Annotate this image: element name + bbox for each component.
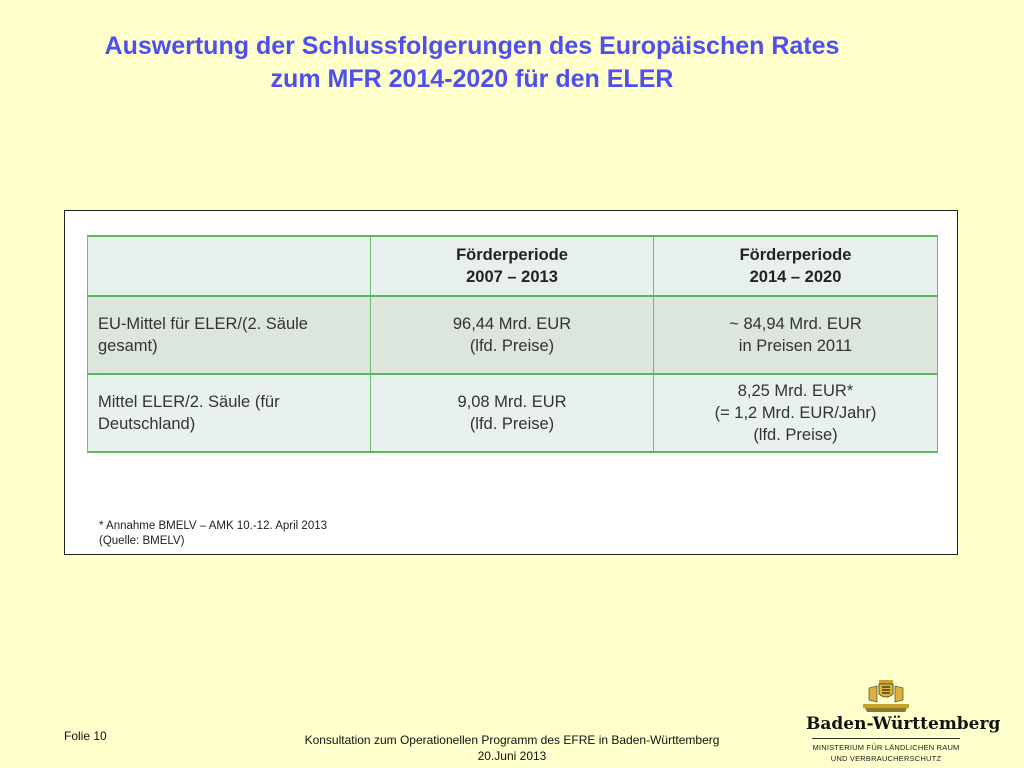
- row-label-line: EU-Mittel für ELER/(2. Säule: [98, 315, 308, 333]
- value-line: (= 1,2 Mrd. EUR/Jahr): [714, 404, 877, 422]
- value-2007-2013: [371, 374, 654, 452]
- ministry-line2: UND VERBRAUCHERSCHUTZ: [830, 754, 942, 763]
- baden-wuerttemberg-logo: [806, 678, 1001, 766]
- header-cell-2007-2013: [371, 236, 654, 296]
- logo-divider: [812, 738, 960, 739]
- value-2014-2020: [654, 296, 938, 374]
- footnote-line1: * Annahme BMELV – AMK 10.-12. April 2013: [99, 520, 328, 532]
- row-label-line: gesamt): [98, 337, 158, 355]
- table-footnote: [99, 519, 327, 549]
- row-label: [88, 374, 371, 452]
- slide-footer: [262, 732, 762, 764]
- value-2014-2020: [654, 374, 938, 452]
- table-row: [88, 374, 938, 452]
- footer-line2: 20.Juni 2013: [477, 749, 547, 763]
- value-line: (lfd. Preise): [753, 426, 838, 444]
- table-header-row: [88, 236, 938, 296]
- header-cell-empty: [88, 236, 371, 296]
- ministry-line1: MINISTERIUM FÜR LÄNDLICHEN RAUM: [812, 743, 960, 752]
- row-label-line: Mittel ELER/2. Säule (für: [98, 393, 280, 411]
- slide-title-line2: zum MFR 2014-2020 für den ELER: [270, 65, 674, 93]
- table-image-panel: [64, 210, 958, 555]
- row-label: [88, 296, 371, 374]
- value-line: 9,08 Mrd. EUR: [457, 393, 567, 411]
- footer-line1: Konsultation zum Operationellen Programm des EFRE in Baden-Württemberg: [304, 733, 720, 747]
- value-2007-2013: [371, 296, 654, 374]
- coat-of-arms-icon: [855, 678, 917, 714]
- value-line: (lfd. Preise): [469, 337, 555, 355]
- value-line: in Preisen 2011: [738, 337, 853, 355]
- logo-ministry: [806, 742, 966, 764]
- slide-title-line1: Auswertung der Schlussfolgerungen des Europäischen Rates: [104, 32, 840, 60]
- funding-table: [87, 235, 938, 453]
- header-label: Förderperiode: [456, 246, 568, 264]
- table-row: [88, 296, 938, 374]
- value-line: (lfd. Preise): [469, 415, 555, 433]
- header-period: 2014 – 2020: [749, 268, 842, 286]
- row-label-line: Deutschland): [98, 415, 196, 433]
- footnote-line2: (Quelle: BMELV): [99, 535, 185, 547]
- value-line: 96,44 Mrd. EUR: [452, 315, 572, 333]
- slide-number: Folie 10: [64, 729, 107, 743]
- slide-title: [0, 30, 944, 96]
- header-cell-2014-2020: [654, 236, 938, 296]
- value-line: ~ 84,94 Mrd. EUR: [729, 315, 862, 333]
- header-label: Förderperiode: [739, 246, 852, 264]
- logo-name: Baden-Württemberg: [806, 714, 1001, 734]
- value-line: 8,25 Mrd. EUR*: [737, 382, 854, 400]
- header-period: 2007 – 2013: [466, 268, 558, 286]
